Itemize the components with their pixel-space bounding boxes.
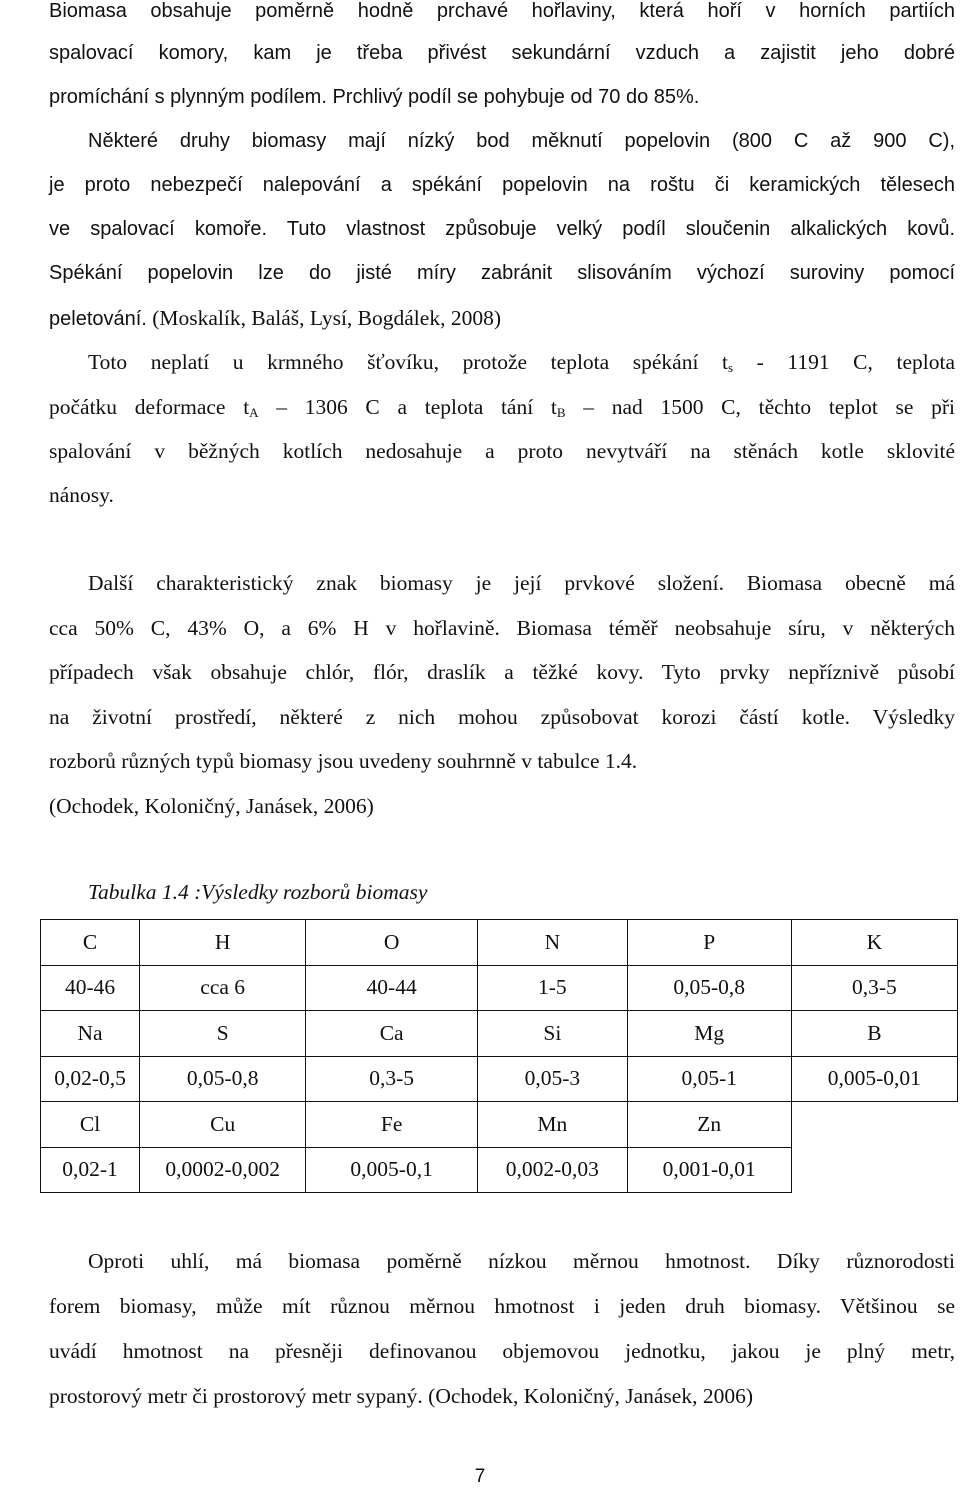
table-cell: Mn: [478, 1102, 628, 1148]
paragraph-5-line-2: forem biomasy, může mít různou měrnou hmotnost i jeden druh biomasy. Většinou se: [49, 1294, 955, 1318]
table-cell: S: [140, 1011, 306, 1057]
table-cell: 0,05-1: [627, 1056, 791, 1102]
table-row: [41, 1102, 958, 1148]
paragraph-3-line-4: nánosy.: [49, 483, 114, 507]
paragraph-4-line-2: cca 50% C, 43% O, a 6% H v hořlavině. Biomasa téměř neobsahuje síru, v některých: [49, 616, 955, 640]
table-row: [41, 1056, 958, 1102]
table-cell: Cl: [41, 1102, 140, 1148]
biomass-analysis-table: [40, 919, 958, 1193]
text-run: Toto neplatí u krmného šťovíku, protože teplota spékání t: [88, 350, 728, 374]
text-run: – 1306 C a teplota tání t: [258, 395, 557, 419]
table-cell: 0,001-0,01: [627, 1147, 791, 1193]
paragraph-2-line-3: ve spalovací komoře. Tuto vlastnost způsobuje velký podíl sloučenin alkalických kovů.: [49, 218, 955, 240]
table-cell: H: [140, 920, 306, 966]
table-cell: 0,05-3: [478, 1056, 628, 1102]
table-cell: 0,002-0,03: [478, 1147, 628, 1193]
paragraph-2-line-1: Některé druhy biomasy mají nízký bod měknutí popelovin (800 C až 900 C),: [88, 130, 955, 152]
paragraph-3-line-3: spalování v běžných kotlích nedosahuje a proto nevytváří na stěnách kotle sklovité: [49, 439, 955, 463]
paragraph-2-citation: (Moskalík, Baláš, Lysí, Bogdálek, 2008): [146, 306, 501, 330]
paragraph-2-line-5-text: peletování.: [49, 308, 147, 330]
table-cell: Ca: [306, 1011, 478, 1057]
table-caption: Tabulka 1.4 :Výsledky rozborů biomasy: [88, 880, 428, 904]
paragraph-5-line-3: uvádí hmotnost na přesněji definovanou objemovou jednotku, jakou je plný metr,: [49, 1339, 955, 1363]
paragraph-4-line-5: rozborů různých typů biomasy jsou uvedeny souhrnně v tabulce 1.4.: [49, 749, 638, 773]
table-cell: 0,005-0,1: [306, 1147, 478, 1193]
subscript: s: [728, 360, 734, 375]
table-cell-empty: [791, 1147, 957, 1193]
text-run: počátku deformace t: [49, 395, 250, 419]
table-cell: 0,05-0,8: [627, 965, 791, 1011]
paragraph-5-line-4: prostorový metr či prostorový metr sypaný. (Ochodek, Koloničný, Janásek, 2006): [49, 1384, 753, 1408]
table-cell: 0,3-5: [306, 1056, 478, 1102]
table-cell: O: [306, 920, 478, 966]
paragraph-4-line-3: případech však obsahuje chlór, flór, draslík a těžké kovy. Tyto prvky nepříznivě působí: [49, 660, 955, 684]
table-cell: 0,3-5: [791, 965, 957, 1011]
paragraph-3-line-2: [49, 395, 955, 420]
table-cell: P: [627, 920, 791, 966]
table-cell: 0,05-0,8: [140, 1056, 306, 1102]
table-cell: 0,005-0,01: [791, 1056, 957, 1102]
paragraph-2-line-4: Spékání popelovin lze do jisté míry zabránit slisováním výchozí suroviny pomocí: [49, 262, 955, 284]
table-cell: K: [791, 920, 957, 966]
table-cell: Na: [41, 1011, 140, 1057]
text-run: - 1191 C, teplota: [733, 350, 955, 374]
table-cell: C: [41, 920, 140, 966]
paragraph-5-line-1: Oproti uhlí, má biomasa poměrně nízkou měrnou hmotnost. Díky různorodosti: [88, 1249, 955, 1273]
paragraph-1-line-1: Biomasa obsahuje poměrně hodně prchavé hořlaviny, která hoří v horních partiích: [49, 0, 955, 22]
table-cell: 1-5: [478, 965, 628, 1011]
paragraph-2-line-5: [49, 306, 955, 331]
paragraph-2-line-2: je proto nebezpečí nalepování a spékání popelovin na roštu či keramických tělesech: [49, 174, 955, 196]
table-row: [41, 965, 958, 1011]
subscript: B: [556, 405, 566, 420]
paragraph-4-line-6: (Ochodek, Koloničný, Janásek, 2006): [49, 794, 374, 818]
paragraph-4-line-1: Další charakteristický znak biomasy je její prvkové složení. Biomasa obecně má: [88, 571, 955, 595]
table-cell: N: [478, 920, 628, 966]
table-cell: Mg: [627, 1011, 791, 1057]
table-cell: Cu: [140, 1102, 306, 1148]
table-cell-empty: [791, 1102, 957, 1148]
table-cell: 40-44: [306, 965, 478, 1011]
table-row: [41, 1147, 958, 1193]
table-cell: Zn: [627, 1102, 791, 1148]
table-cell: cca 6: [140, 965, 306, 1011]
paragraph-4-line-4: na životní prostředí, některé z nich mohou způsobovat korozi částí kotle. Výsledky: [49, 705, 955, 729]
table-cell: Si: [478, 1011, 628, 1057]
paragraph-1-line-2: spalovací komory, kam je třeba přivést sekundární vzduch a zajistit jeho dobré: [49, 42, 955, 64]
subscript: A: [249, 405, 259, 420]
paragraph-1-line-3: promíchání s plynným podílem. Prchlivý podíl se pohybuje od 70 do 85%.: [49, 86, 700, 108]
page-number: 7: [474, 1466, 486, 1487]
table-cell: B: [791, 1011, 957, 1057]
table-cell: 0,02-1: [41, 1147, 140, 1193]
table-row: [41, 1011, 958, 1057]
table-cell: Fe: [306, 1102, 478, 1148]
table-cell: 0,02-0,5: [41, 1056, 140, 1102]
table-cell: 0,0002-0,002: [140, 1147, 306, 1193]
table-cell: 40-46: [41, 965, 140, 1011]
text-run: – nad 1500 C, těchto teplot se při: [565, 395, 956, 419]
table-row: [41, 920, 958, 966]
paragraph-3-line-1: [88, 350, 955, 375]
